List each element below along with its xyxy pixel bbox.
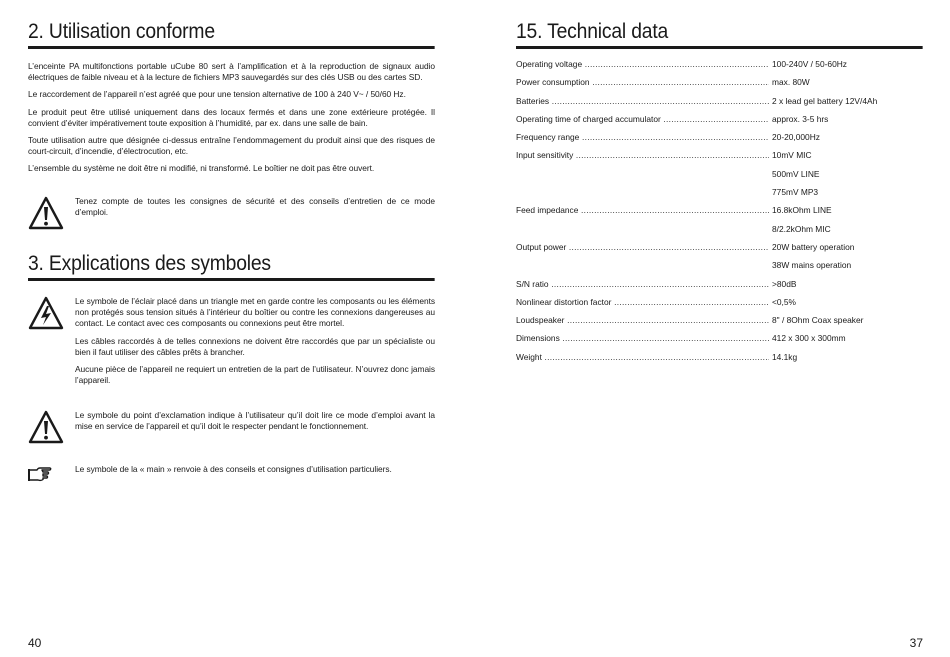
- spec-value: 16.8kOhm LINE: [772, 205, 832, 216]
- spec-label: Feed impedance .....: [516, 204, 769, 216]
- spec-value: >80dB: [772, 278, 797, 289]
- section-title-utilisation: 2. Utilisation conforme: [28, 20, 435, 49]
- safety-notice-text: Tenez compte de toutes les consignes de sécurité et des conseils d’entretien de ce mode d’emploi.: [75, 196, 435, 218]
- spec-row: [516, 278, 923, 296]
- lightning-warning-icon: [28, 296, 64, 335]
- spec-row: [516, 131, 923, 149]
- spec-value: 8/2.2kOhm MIC: [772, 223, 831, 234]
- paragraph: Aucune pièce de l’appareil ne requiert un entretien de la part de l’utilisateur. N’ouvrez donc jamais l’appareil.: [75, 364, 435, 386]
- warning-exclamation-icon: [28, 410, 64, 449]
- spec-label: Batteries .....: [516, 95, 769, 107]
- spec-row: [516, 168, 923, 186]
- spec-value: 38W mains operation: [772, 260, 852, 271]
- spec-label: Operating time of charged accumulator .....: [516, 113, 769, 125]
- spec-value: 20W battery operation: [772, 241, 855, 252]
- spec-row: [516, 149, 923, 167]
- page-number-left: 40: [28, 636, 42, 650]
- paragraph: Le symbole de l’éclair placé dans un triangle met en garde contre les composants ou les éléments non protégés sous tension situés à l’intérieur du boîtier ou contre les connexions dangereuses au contact. Le contact avec ces composants ou connexions peut être mortel.: [75, 296, 435, 329]
- section-title-technical-data: 15. Technical data: [516, 20, 923, 49]
- spec-label: Input sensitivity .....: [516, 149, 769, 161]
- spec-label: Power consumption .....: [516, 76, 769, 88]
- spec-value: 775mV MP3: [772, 187, 819, 198]
- section-title-symboles: 3. Explications des symboles: [28, 252, 435, 281]
- lightning-notice-text: [75, 296, 435, 392]
- spec-label: Operating voltage .....: [516, 58, 769, 70]
- hand-notice-text: Le symbole de la « main » renvoie à des conseils et consignes d’utilisation particuliers.: [75, 464, 392, 474]
- safety-notice: [28, 196, 435, 236]
- exclamation-notice: [28, 410, 435, 450]
- spec-row: [516, 332, 923, 350]
- paragraph: L’ensemble du système ne doit être ni modifié, ni transformé. Le boîtier ne doit pas être ouvert.: [28, 163, 375, 174]
- left-page: [28, 0, 435, 657]
- paragraph: L’enceinte PA multifonctions portable uCube 80 sert à l’amplification et à la reproduction de signaux audio électriques de faible niveau et à la lecture de fichiers MP3 sauvegardés sur des clés USB ou des cartes SD.: [28, 61, 435, 83]
- spec-value: <0,5%: [772, 296, 796, 307]
- spec-value: 20-20,000Hz: [772, 132, 820, 143]
- intro-text: [28, 61, 435, 181]
- spec-value: max. 80W: [772, 77, 810, 88]
- spec-label: S/N ratio .....: [516, 278, 769, 290]
- spec-value: 10mV MIC: [772, 150, 812, 161]
- spec-label: Nonlinear distortion factor .....: [516, 296, 769, 308]
- spec-row: [516, 296, 923, 314]
- hand-notice: [28, 464, 435, 488]
- lightning-notice: [28, 296, 435, 396]
- spec-table: [516, 58, 923, 369]
- spec-row: [516, 223, 923, 241]
- spec-label: Dimensions .....: [516, 332, 769, 344]
- spec-value: 100-240V / 50-60Hz: [772, 59, 847, 69]
- spec-label: Weight .....: [516, 351, 769, 363]
- spec-label: Loudspeaker .....: [516, 314, 769, 326]
- paragraph: Les câbles raccordés à de telles connexions ne doivent être raccordés que par un spécialiste ou bien il faut utiliser des câbles prêts à brancher.: [75, 335, 435, 357]
- exclamation-notice-text: Le symbole du point d’exclamation indique à l’utilisateur qu’il doit lire ce mode d’emploi avant la mise en service de l’appareil et qu’il doit le respecter pendant le fonctionnement.: [75, 410, 435, 432]
- spec-row: [516, 58, 923, 76]
- spec-row: [516, 113, 923, 131]
- spec-row: [516, 76, 923, 94]
- paragraph: Toute utilisation autre que désignée ci-dessus entraîne l’endommagement du produit ainsi que des risques de court-circuit, d’incendie, d’électrocution, etc.: [28, 135, 435, 157]
- page-number-right: 37: [909, 636, 923, 650]
- spec-row: [516, 259, 923, 277]
- spec-value: 14.1kg: [772, 351, 798, 362]
- spec-label: Output power .....: [516, 241, 769, 253]
- spec-row: [516, 351, 923, 369]
- paragraph: Le raccordement de l’appareil n’est agréé que pour une tension alternative de 100 à 240 V~ / 50/60 Hz.: [28, 89, 406, 100]
- spec-row: [516, 314, 923, 332]
- spec-value: 500mV LINE: [772, 168, 820, 179]
- pointing-hand-icon: [28, 464, 64, 487]
- spec-value: 412 x 300 x 300mm: [772, 333, 846, 344]
- right-page: [516, 0, 923, 657]
- spec-value: 8" / 8Ohm Coax speaker: [772, 315, 864, 326]
- spec-row: [516, 204, 923, 222]
- spec-row: [516, 186, 923, 204]
- warning-exclamation-icon: [28, 196, 64, 235]
- paragraph: Le produit peut être utilisé uniquement dans des locaux fermés et dans une zone extérieure protégée. Il convient d’éviter impérativement toute exposition à l’humidité, par ex. dans une salle de bain.: [28, 106, 435, 128]
- spec-row: [516, 241, 923, 259]
- spec-label: Frequency range .....: [516, 131, 769, 143]
- spec-row: [516, 95, 923, 113]
- spec-value: approx. 3-5 hrs: [772, 113, 829, 124]
- spec-value: 2 x lead gel battery 12V/4Ah: [772, 95, 878, 106]
